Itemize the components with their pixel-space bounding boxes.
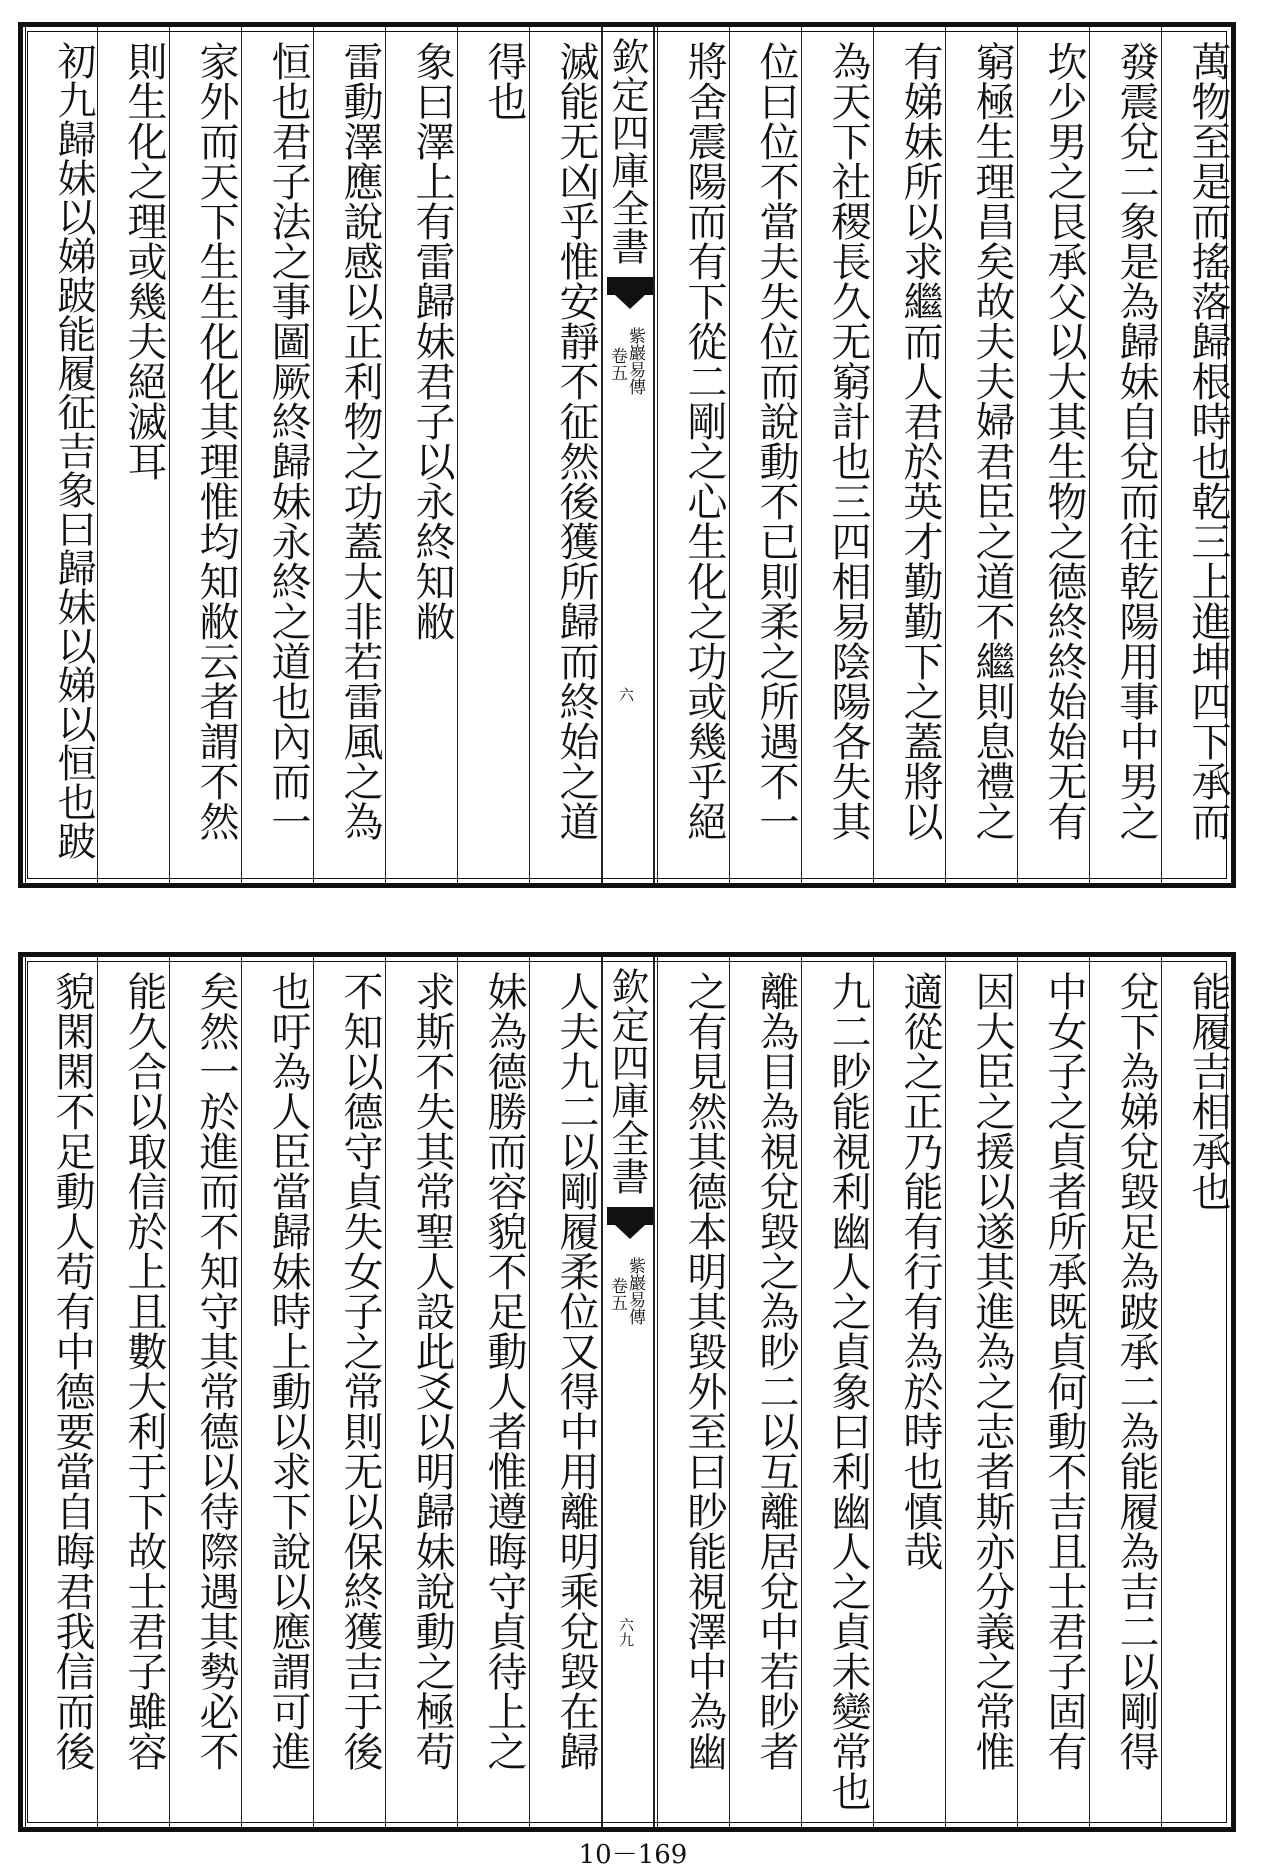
text-column (801, 957, 871, 1827)
fish-tail-mark (607, 277, 653, 295)
column-text: 發震兌二象是為歸妹自兌而往乾陽用事中男之 (1113, 41, 1159, 841)
center-gutter (601, 957, 655, 1827)
text-column (25, 27, 95, 883)
gutter-book-name: 紫巖易傳 (625, 327, 645, 395)
column-text: 能履吉相承也 (1185, 971, 1231, 1211)
text-column (313, 27, 383, 883)
column-text: 得也 (481, 41, 527, 121)
column-text: 矣然一於進而不知守其常德以待際遇其勢必不 (193, 971, 239, 1771)
column-text: 適從之正乃能有行有為於時也慎哉 (897, 971, 943, 1571)
column-text: 貌閑閑不足動人苟有中德要當自晦君我信而後 (49, 971, 95, 1771)
column-text: 妹為德勝而容貌不足動人者惟遵晦守貞待上之 (481, 971, 527, 1771)
page-number: 10－169 (578, 1840, 688, 1870)
upper-folio-page (18, 22, 1236, 888)
column-text: 能久合以取信於上且數大利于下故士君子雖容 (121, 971, 167, 1771)
text-column (729, 957, 799, 1827)
text-column (457, 957, 527, 1827)
column-text: 求斯不失其常聖人設此爻以明歸妹說動之極苟 (409, 971, 455, 1771)
column-text: 也吁為人臣當歸妹時上動以求下說以應謂可進 (265, 971, 311, 1771)
column-text: 離為目為視兌毀之為眇二以互離居兌中若眇者 (753, 971, 799, 1771)
column-text: 坎少男之艮承父以大其生物之德終終始始无有 (1041, 41, 1087, 841)
column-text: 象曰澤上有雷歸妹君子以永終知敝 (409, 41, 455, 641)
text-column (945, 957, 1015, 1827)
text-column (385, 957, 455, 1827)
text-column (657, 27, 727, 883)
column-text: 位曰位不當夫失位而說動不已則柔之所遇不一 (753, 41, 799, 841)
column-text: 為天下社稷長久无窮計也三四相易陰陽各失其 (825, 41, 871, 841)
column-text: 因大臣之援以遂其進為之志者斯亦分義之常惟 (969, 971, 1015, 1771)
text-column (1089, 27, 1159, 883)
gutter-folio: 六 (617, 687, 635, 702)
text-column (97, 957, 167, 1827)
text-column (1017, 27, 1087, 883)
column-text: 滅能无凶乎惟安靜不征然後獲所歸而終始之道 (553, 41, 599, 841)
text-column (385, 27, 455, 883)
text-column (169, 957, 239, 1827)
text-column (1161, 27, 1231, 883)
text-column (1161, 957, 1231, 1827)
column-text: 萬物至是而搖落歸根時也乾三上進坤四下承而 (1185, 41, 1231, 841)
column-text: 有娣妹所以求繼而人君於英才勤勤下之蓋將以 (897, 41, 943, 841)
text-column (729, 27, 799, 883)
column-text: 中女子之貞者所承既貞何動不吉且士君子固有 (1041, 971, 1087, 1771)
text-column (657, 957, 727, 1827)
text-column (801, 27, 871, 883)
column-text: 人夫九二以剛履柔位又得中用離明乘兌毀在歸 (553, 971, 599, 1771)
gutter-title: 欽定四庫全書 (605, 967, 649, 1195)
text-column (313, 957, 383, 1827)
gutter-title: 欽定四庫全書 (605, 37, 649, 265)
text-column (241, 27, 311, 883)
column-text: 之有見然其德本明其毀外至曰眇能視澤中為幽 (681, 971, 727, 1771)
column-text: 雷動澤應說感以正利物之功蓋大非若雷風之為 (337, 41, 383, 841)
text-column (1017, 957, 1087, 1827)
text-column (97, 27, 167, 883)
text-column (241, 957, 311, 1827)
text-column (169, 27, 239, 883)
lower-folio-page (18, 952, 1236, 1832)
text-column (873, 27, 943, 883)
gutter-folio: 六九 (617, 1617, 635, 1647)
text-column (945, 27, 1015, 883)
column-text: 兌下為娣兌毀足為跛承二為能履為吉二以剛得 (1113, 971, 1159, 1771)
column-text: 初九歸妹以娣跛能履征吉象曰歸妹以娣以恒也跛 (51, 41, 96, 860)
center-gutter (601, 27, 655, 883)
text-column (873, 957, 943, 1827)
column-text: 不知以德守貞失女子之常則无以保終獲吉于後 (337, 971, 383, 1771)
column-text: 窮極生理昌矣故夫夫婦君臣之道不繼則息禮之 (969, 41, 1015, 841)
column-text: 九二眇能視利幽人之貞象曰利幽人之貞未變常也 (825, 971, 871, 1811)
column-text: 恒也君子法之事圖厥終歸妹永終之道也內而一 (265, 41, 311, 841)
fish-tail-mark (607, 1207, 653, 1225)
text-column (1089, 957, 1159, 1827)
text-column (529, 957, 599, 1827)
text-column (25, 957, 95, 1827)
column-text: 則生化之理或幾夫絕滅耳 (121, 41, 167, 481)
column-text: 家外而天下生生化化其理惟均知敝云者謂不然 (193, 41, 239, 841)
text-column (457, 27, 527, 883)
gutter-book-name: 紫巖易傳 (625, 1257, 645, 1325)
gutter-chapter: 卷五 (607, 347, 627, 381)
gutter-chapter: 卷五 (607, 1277, 627, 1311)
column-text: 將舍震陽而有下從二剛之心生化之功或幾乎絕 (681, 41, 727, 841)
text-column (529, 27, 599, 883)
